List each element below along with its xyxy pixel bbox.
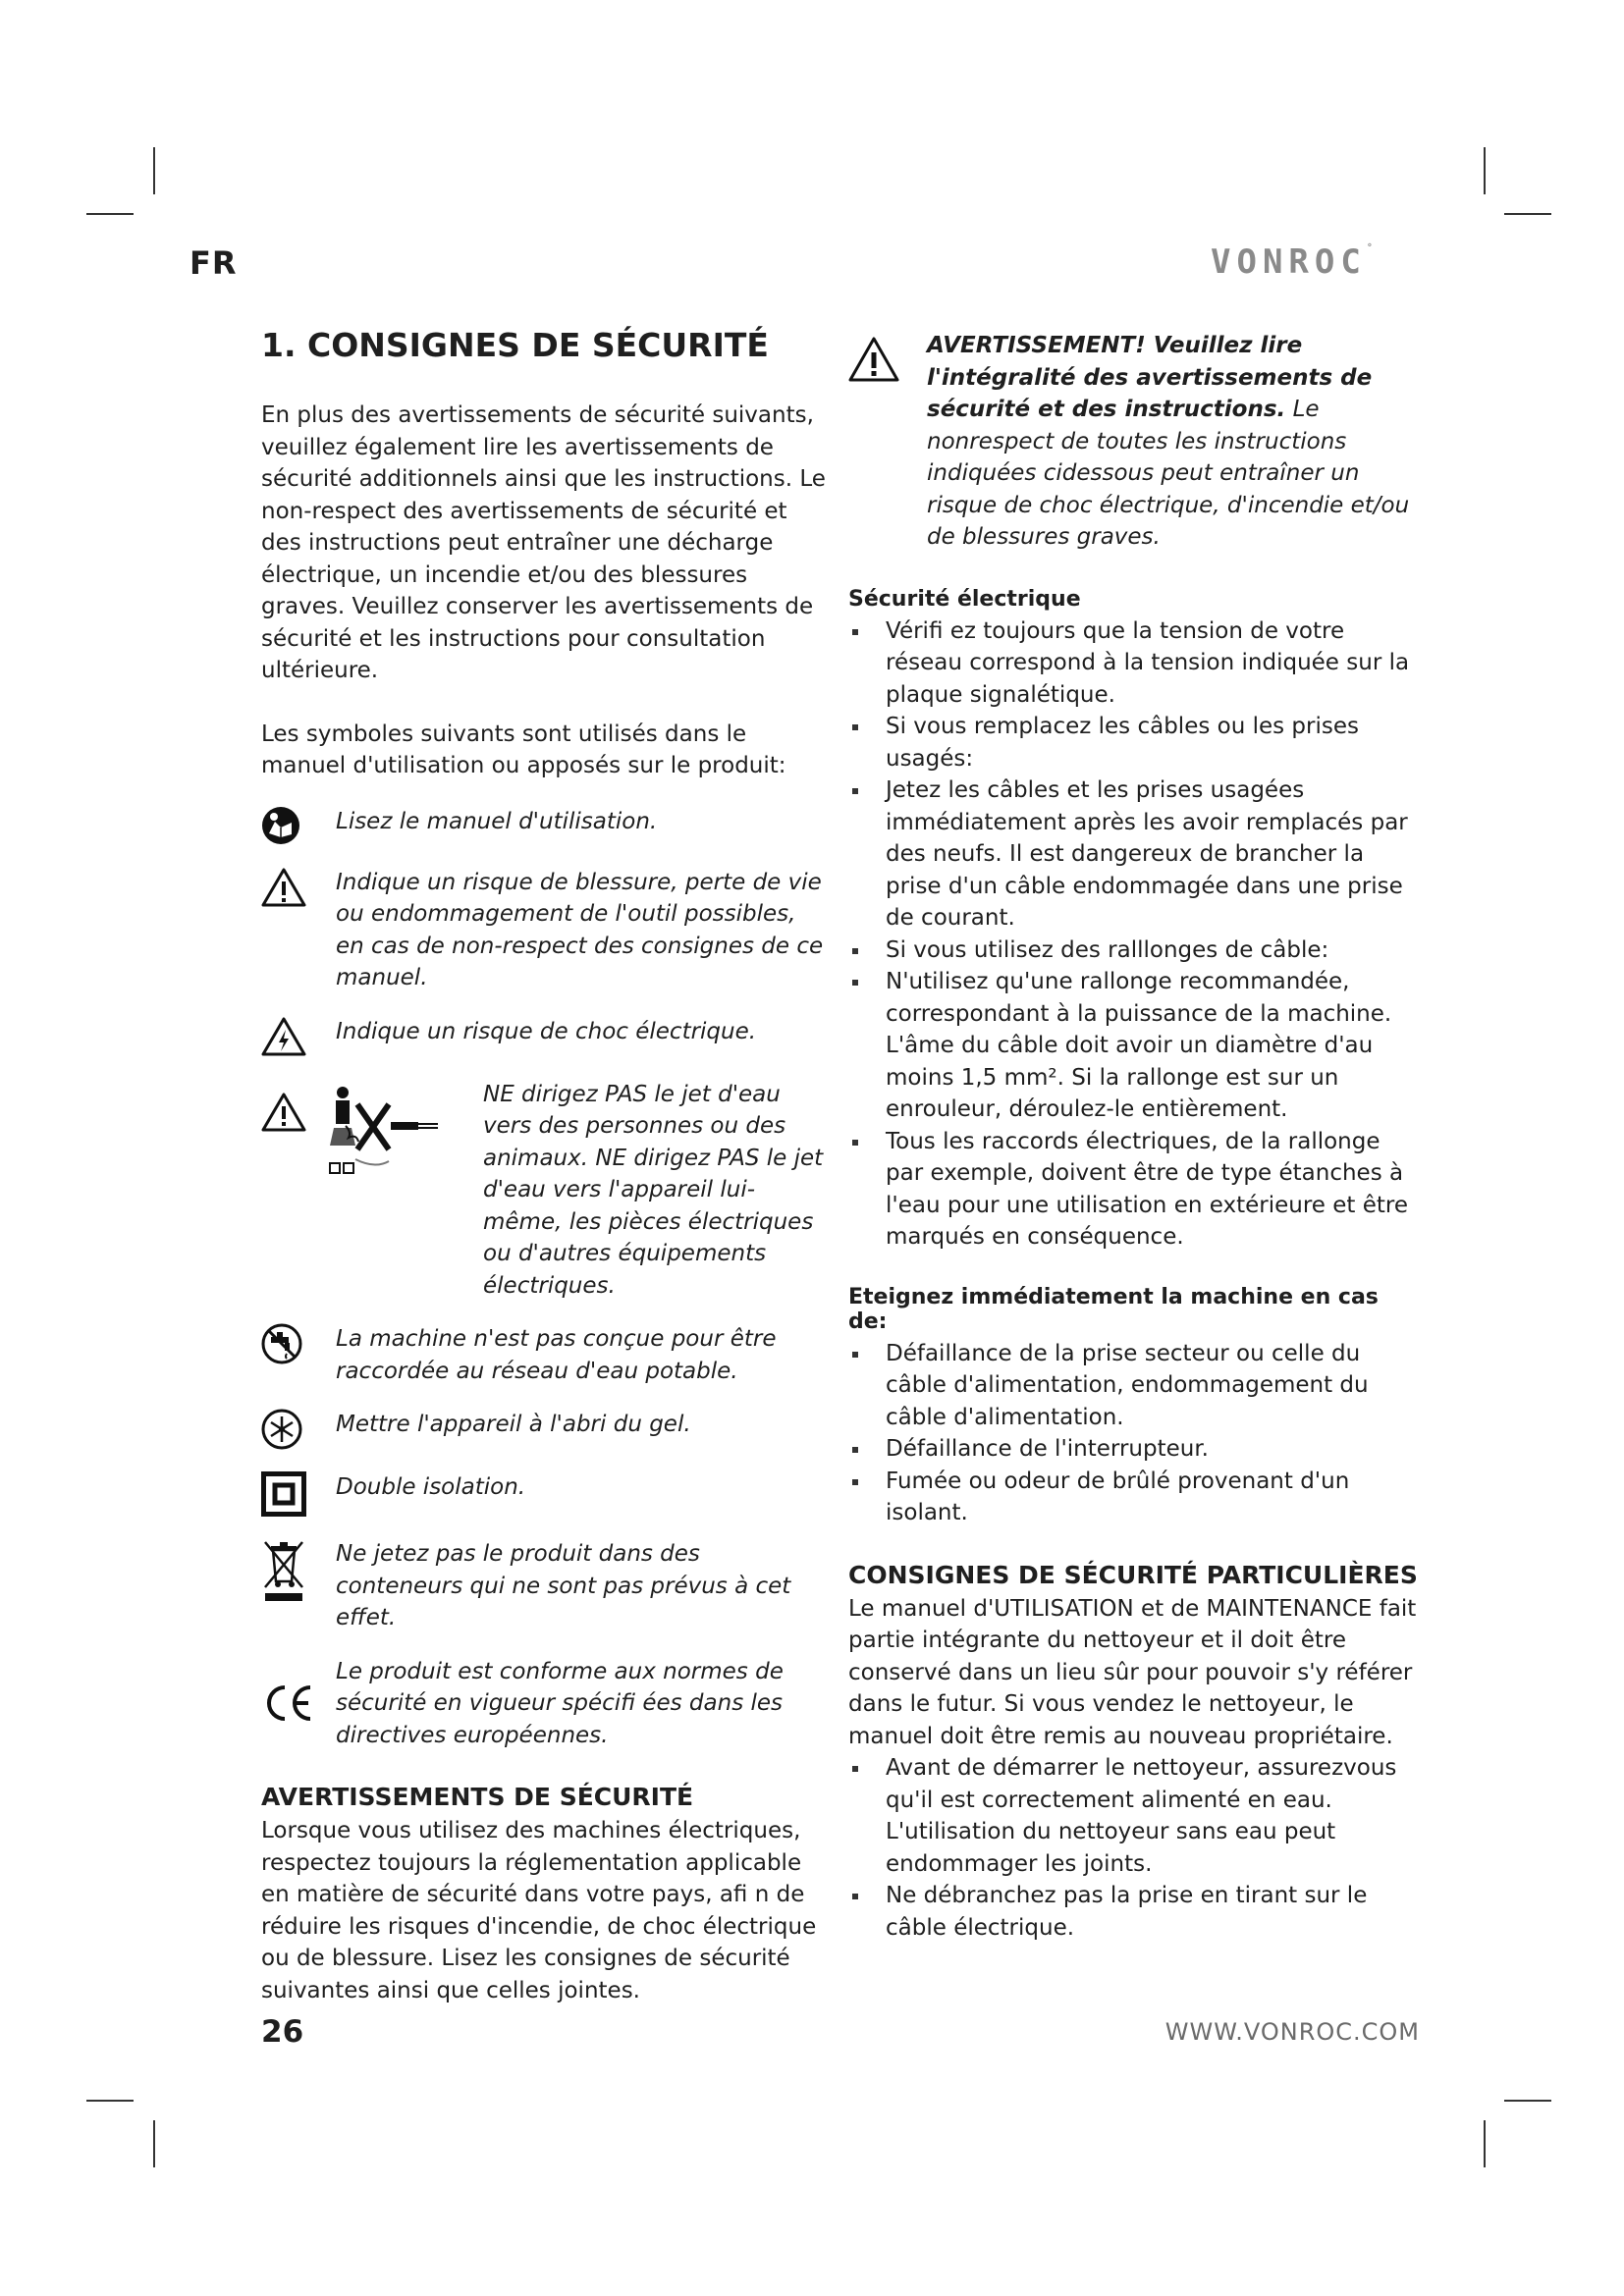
symbol-row: [261, 1656, 831, 1752]
list-item: Vérifi ez toujours que la tension de votre réseau correspond à la tension indiquée sur la plaque signalétique.: [848, 615, 1418, 712]
left-column: [261, 314, 831, 2006]
special-safety-text: Le manuel d'UTILISATION et de MAINTENANCE fait partie intégrante du nettoyeur et il doit être conservé dans un lieu sûr pour pouvoir s'y référer dans le futur. Si vous vendez le nettoyeur, le manuel doit être remis au nouveau propriétaire.: [848, 1595, 1417, 1749]
list-item: Ne débranchez pas la prise en tirant sur le câble électrique.: [848, 1880, 1418, 1944]
warning-triangle-icon: [848, 336, 899, 383]
symbol-text: NE dirigez PAS le jet d'eau vers des personnes ou des animaux. NE dirigez PAS le jet d'eau vers l'appareil lui-même, les pièces électriques ou d'autres équipements électriques.: [483, 1081, 824, 1299]
crop-mark: [153, 147, 155, 194]
special-safety-title: CONSIGNES DE SÉCURITÉ PARTICULIÈRES: [848, 1560, 1418, 1589]
crop-mark: [1484, 2120, 1486, 2167]
warning-triangle-icon: [261, 867, 306, 908]
symbol-text: Le produit est conforme aux normes de sécurité en vigueur spécifi ées dans les directives européennes.: [336, 1658, 784, 1748]
crop-mark: [1484, 147, 1486, 194]
list-item: N'utilisez qu'une rallonge recommandée, correspondant à la puissance de la machine. L'âme du câble doit avoir un diamètre d'au moins 1,5 mm². Si la rallonge est sur un enrouleur, déroulez-le entièrement.: [848, 966, 1418, 1126]
symbol-text: Indique un risque de choc électrique.: [336, 1018, 757, 1044]
symbol-row: [261, 867, 831, 994]
crop-mark: [86, 213, 134, 215]
section-title: 1. CONSIGNES DE SÉCURITÉ: [261, 326, 769, 364]
no-drinking-water-icon: [261, 1323, 302, 1364]
warning-bold-text: AVERTISSEMENT! Veuillez lire l'intégralité des avertissements de sécurité et des instructions.: [927, 333, 1373, 422]
symbol-row: [261, 1079, 831, 1303]
symbol-row: [261, 806, 831, 845]
symbol-row: [261, 1409, 831, 1450]
weee-bin-icon: [261, 1538, 306, 1603]
list-item: Jetez les câbles et les prises usagées immédiatement après les avoir remplacés par des neufs. Il est dangereux de brancher la prise d'un câble endommagée dans une prise de courant.: [848, 774, 1418, 934]
list-item: Défaillance de l'interrupteur.: [848, 1433, 1418, 1466]
intro-text: En plus des avertissements de sécurité suivants, veuillez également lire les avertissements de sécurité additionnels ainsi que les instructions. Le non-respect des avertissements de sécurité et des instructions peut entraîner une décharge électrique, un incendie et/ou des blessures graves. Veuillez conserver les avertissements de sécurité et les instructions pour consultation ultérieure.: [261, 402, 826, 683]
list-item: Tous les raccords électriques, de la rallonge par exemple, doivent être de type étanches à l'eau pour une utilisation en extérieure et être marqués en conséquence.: [848, 1126, 1418, 1254]
list-item: Fumée ou odeur de brûlé provenant d'un isolant.: [848, 1466, 1418, 1529]
list-item: Avant de démarrer le nettoyeur, assurezvous qu'il est correctement alimenté en eau. L'utilisation du nettoyeur sans eau peut endommager les joints.: [848, 1752, 1418, 1880]
symbol-text: Indique un risque de blessure, perte de vie ou endommagement de l'outil possibles, en cas de non-respect des consignes de ce manuel.: [336, 869, 824, 990]
list-item: Si vous remplacez les câbles ou les prises usagés:: [848, 711, 1418, 774]
page-number: 26: [261, 2014, 304, 2050]
crop-mark: [153, 2120, 155, 2167]
symbol-text: La machine n'est pas conçue pour être raccordée au réseau d'eau potable.: [336, 1326, 777, 1384]
read-manual-icon: [261, 806, 300, 845]
warnings-title: AVERTISSEMENTS DE SÉCURITÉ: [261, 1783, 694, 1811]
ce-mark-icon: [261, 1683, 316, 1723]
crop-mark: [1504, 2100, 1551, 2102]
no-water-jet-icon: [261, 1079, 448, 1187]
electric-shock-icon: [261, 1016, 306, 1057]
crop-mark: [86, 2100, 134, 2102]
special-safety-list: [848, 1752, 1418, 1944]
warning-text: Le nonrespect de toutes les instructions indiquées cidessous peut entraîner un risque de choc électrique, d'incendie et/ou de blessures graves.: [927, 397, 1410, 550]
symbol-text: Lisez le manuel d'utilisation.: [336, 808, 658, 834]
warnings-text: Lorsque vous utilisez des machines électriques, respectez toujours la réglementation applicable en matière de sécurité dans votre pays, afi n de réduire les risques d'incendie, de choc électrique ou de blessure. Lisez les consignes de sécurité suivantes ainsi que celles jointes.: [261, 1818, 817, 2003]
frost-icon: [261, 1409, 302, 1450]
symbol-row: [261, 1323, 831, 1387]
right-column: [848, 330, 1418, 1944]
symbol-row: [261, 1471, 831, 1517]
shutdown-list: [848, 1338, 1418, 1529]
electrical-safety-list: [848, 615, 1418, 1254]
symbol-text: Double isolation.: [336, 1474, 526, 1500]
list-item: Si vous utilisez des ralllonges de câble:: [848, 934, 1418, 967]
language-code: FR: [189, 244, 238, 282]
symbol-row: [261, 1538, 831, 1634]
symbol-row: [261, 1016, 831, 1057]
shutdown-title: Eteignez immédiatement la machine en cas de:: [848, 1284, 1379, 1334]
crop-mark: [1504, 213, 1551, 215]
electrical-safety-title: Sécurité électrique: [848, 586, 1081, 612]
brand-logo: VONROC°: [1211, 242, 1373, 282]
symbols-intro: Les symboles suivants sont utilisés dans le manuel d'utilisation ou apposés sur le produit:: [261, 721, 786, 778]
symbol-text: Mettre l'appareil à l'abri du gel.: [336, 1412, 691, 1437]
list-item: Défaillance de la prise secteur ou celle du câble d'alimentation, endommagement du câble d'alimentation.: [848, 1338, 1418, 1434]
website-url: WWW.VONROC.COM: [1164, 2018, 1420, 2046]
double-insulation-icon: [261, 1471, 306, 1517]
symbol-text: Ne jetez pas le produit dans des conteneurs qui ne sont pas prévus à cet effet.: [336, 1541, 791, 1630]
general-warning: [848, 330, 1418, 554]
